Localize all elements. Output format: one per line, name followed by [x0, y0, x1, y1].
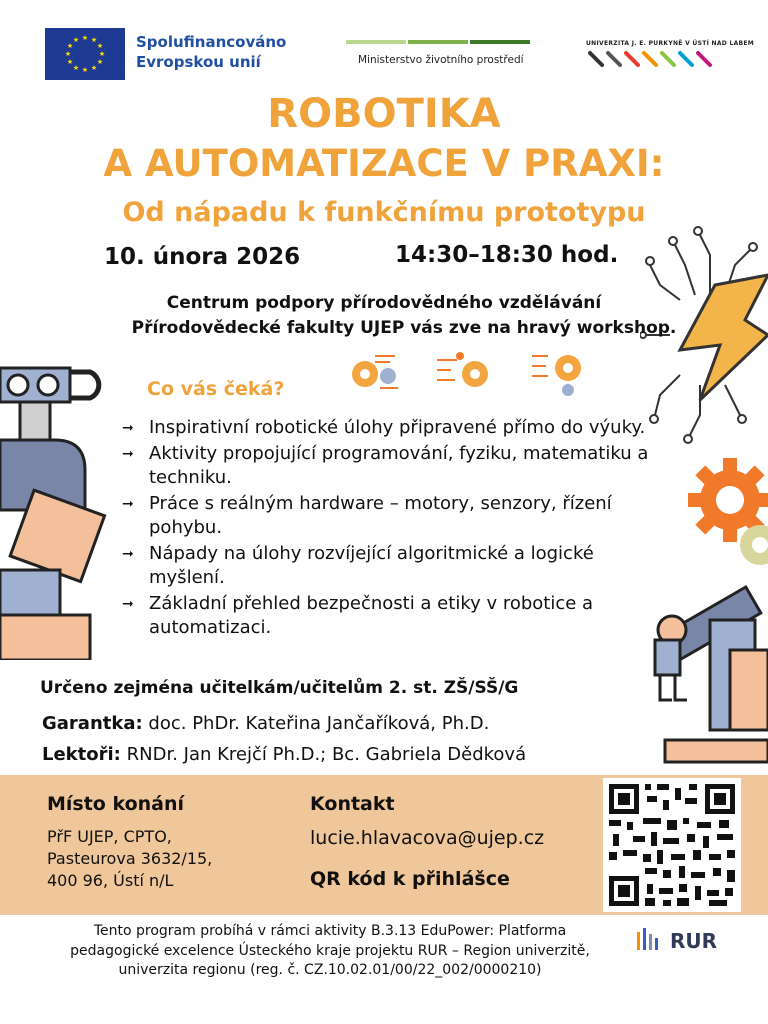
- svg-text:★: ★: [96, 42, 104, 50]
- gear-circuit-icons: [345, 348, 595, 398]
- svg-text:★: ★: [98, 50, 106, 58]
- arrow-bullet-icon: ➞: [122, 496, 134, 512]
- list-item: ➞ Nápady na úlohy rozvíjející algoritmické a logické myšlení.: [122, 543, 594, 588]
- ministry-name: Ministerstvo životního prostředí: [358, 54, 524, 66]
- title-line-1: ROBOTIKA: [267, 91, 501, 137]
- qr-code-image[interactable]: [603, 778, 741, 912]
- svg-text:★: ★: [72, 64, 80, 72]
- gears-illustration: [685, 455, 768, 585]
- list-item: ➞ Inspirativní robotické úlohy připravené přímo do výuky.: [122, 417, 646, 438]
- svg-text:★: ★: [66, 42, 74, 50]
- guarantor: [42, 713, 489, 734]
- list-item: ➞ Práce s reálným hardware – motory, senzory, řízení pohybu.: [122, 493, 612, 538]
- intro-line-1: Centrum podpory přírodovědného vzdělávání: [166, 293, 602, 313]
- intro-line-2: Přírodovědecké fakulty UJEP vás zve na hravý workshop.: [131, 318, 677, 338]
- ministry-logo-lines: [346, 40, 530, 44]
- svg-text:★: ★: [81, 66, 89, 74]
- svg-text:★: ★: [90, 36, 98, 44]
- svg-text:★: ★: [90, 64, 98, 72]
- arrow-bullet-icon: ➞: [122, 420, 134, 436]
- contact-heading: Kontakt: [310, 793, 395, 815]
- svg-text:★: ★: [64, 50, 72, 58]
- contact-email[interactable]: lucie.hlavacova@ujep.cz: [310, 827, 545, 849]
- rur-logo-icon: [636, 928, 664, 954]
- list-item: ➞ Aktivity propojující programování, fyziku, matematiku a techniku.: [122, 443, 649, 488]
- venue-heading: Místo konání: [47, 793, 185, 815]
- arrow-bullet-icon: ➞: [122, 596, 134, 612]
- lecturers-label: Lektoři:: [42, 744, 121, 765]
- footer-note: Tento program probíhá v rámci aktivity B.3.13 EduPower: Platforma pedagogické excelence Ústeckého kraje projektu RUR – Region univerzitě, univerzita regionu (reg. č. CZ.10.02.01/00/22_002/0000210): [70, 923, 590, 978]
- lecturers-names: RNDr. Jan Krejčí Ph.D.; Bc. Gabriela Dědková: [126, 744, 527, 765]
- guarantor-label: Garantka:: [42, 713, 143, 734]
- guarantor-name: doc. PhDr. Kateřina Jančaříková, Ph.D.: [148, 713, 490, 734]
- gear-circuit-icon-1: [352, 356, 398, 388]
- svg-text:★: ★: [72, 36, 80, 44]
- svg-text:★: ★: [96, 58, 104, 66]
- robot-arm-right-illustration: [650, 580, 768, 770]
- svg-text:★: ★: [81, 34, 89, 42]
- svg-text:★: ★: [66, 58, 74, 66]
- arrow-bullet-icon: ➞: [122, 446, 134, 462]
- lecturers: [42, 744, 526, 765]
- university-logo-stripes: [588, 50, 718, 68]
- subtitle: Od nápadu k funkčnímu prototypu: [122, 197, 646, 228]
- gear-circuit-icon-3: [532, 355, 581, 396]
- program-heading: Co vás čeká?: [147, 378, 285, 400]
- rur-logo: [636, 928, 717, 954]
- target-audience: Určeno zejména učitelkám/učitelům 2. st. ZŠ/SŠ/G: [40, 678, 519, 698]
- qr-label: QR kód k přihlášce: [310, 868, 510, 890]
- event-date: 10. února 2026: [104, 244, 301, 270]
- gear-circuit-icon-2: [437, 352, 488, 387]
- title-line-2: A AUTOMATIZACE V PRAXI:: [103, 142, 665, 185]
- venue-address: PřF UJEP, CPTO, Pasteurova 3632/15, 400 96, Ústí n/L: [47, 827, 213, 890]
- list-item: ➞ Základní přehled bezpečnosti a etiky v robotice a automatizaci.: [122, 593, 594, 638]
- rur-logo-text: RUR: [670, 929, 718, 953]
- eu-flag-logo: [45, 28, 125, 80]
- eu-cofinanced-text: Spolufinancováno Evropskou unií: [136, 33, 287, 71]
- university-name: UNIVERZITA J. E. PURKYNĚ V ÚSTÍ NAD LABEM: [586, 40, 755, 47]
- program-list: [122, 416, 652, 642]
- arrow-bullet-icon: ➞: [122, 546, 134, 562]
- event-time: 14:30–18:30 hod.: [395, 242, 619, 268]
